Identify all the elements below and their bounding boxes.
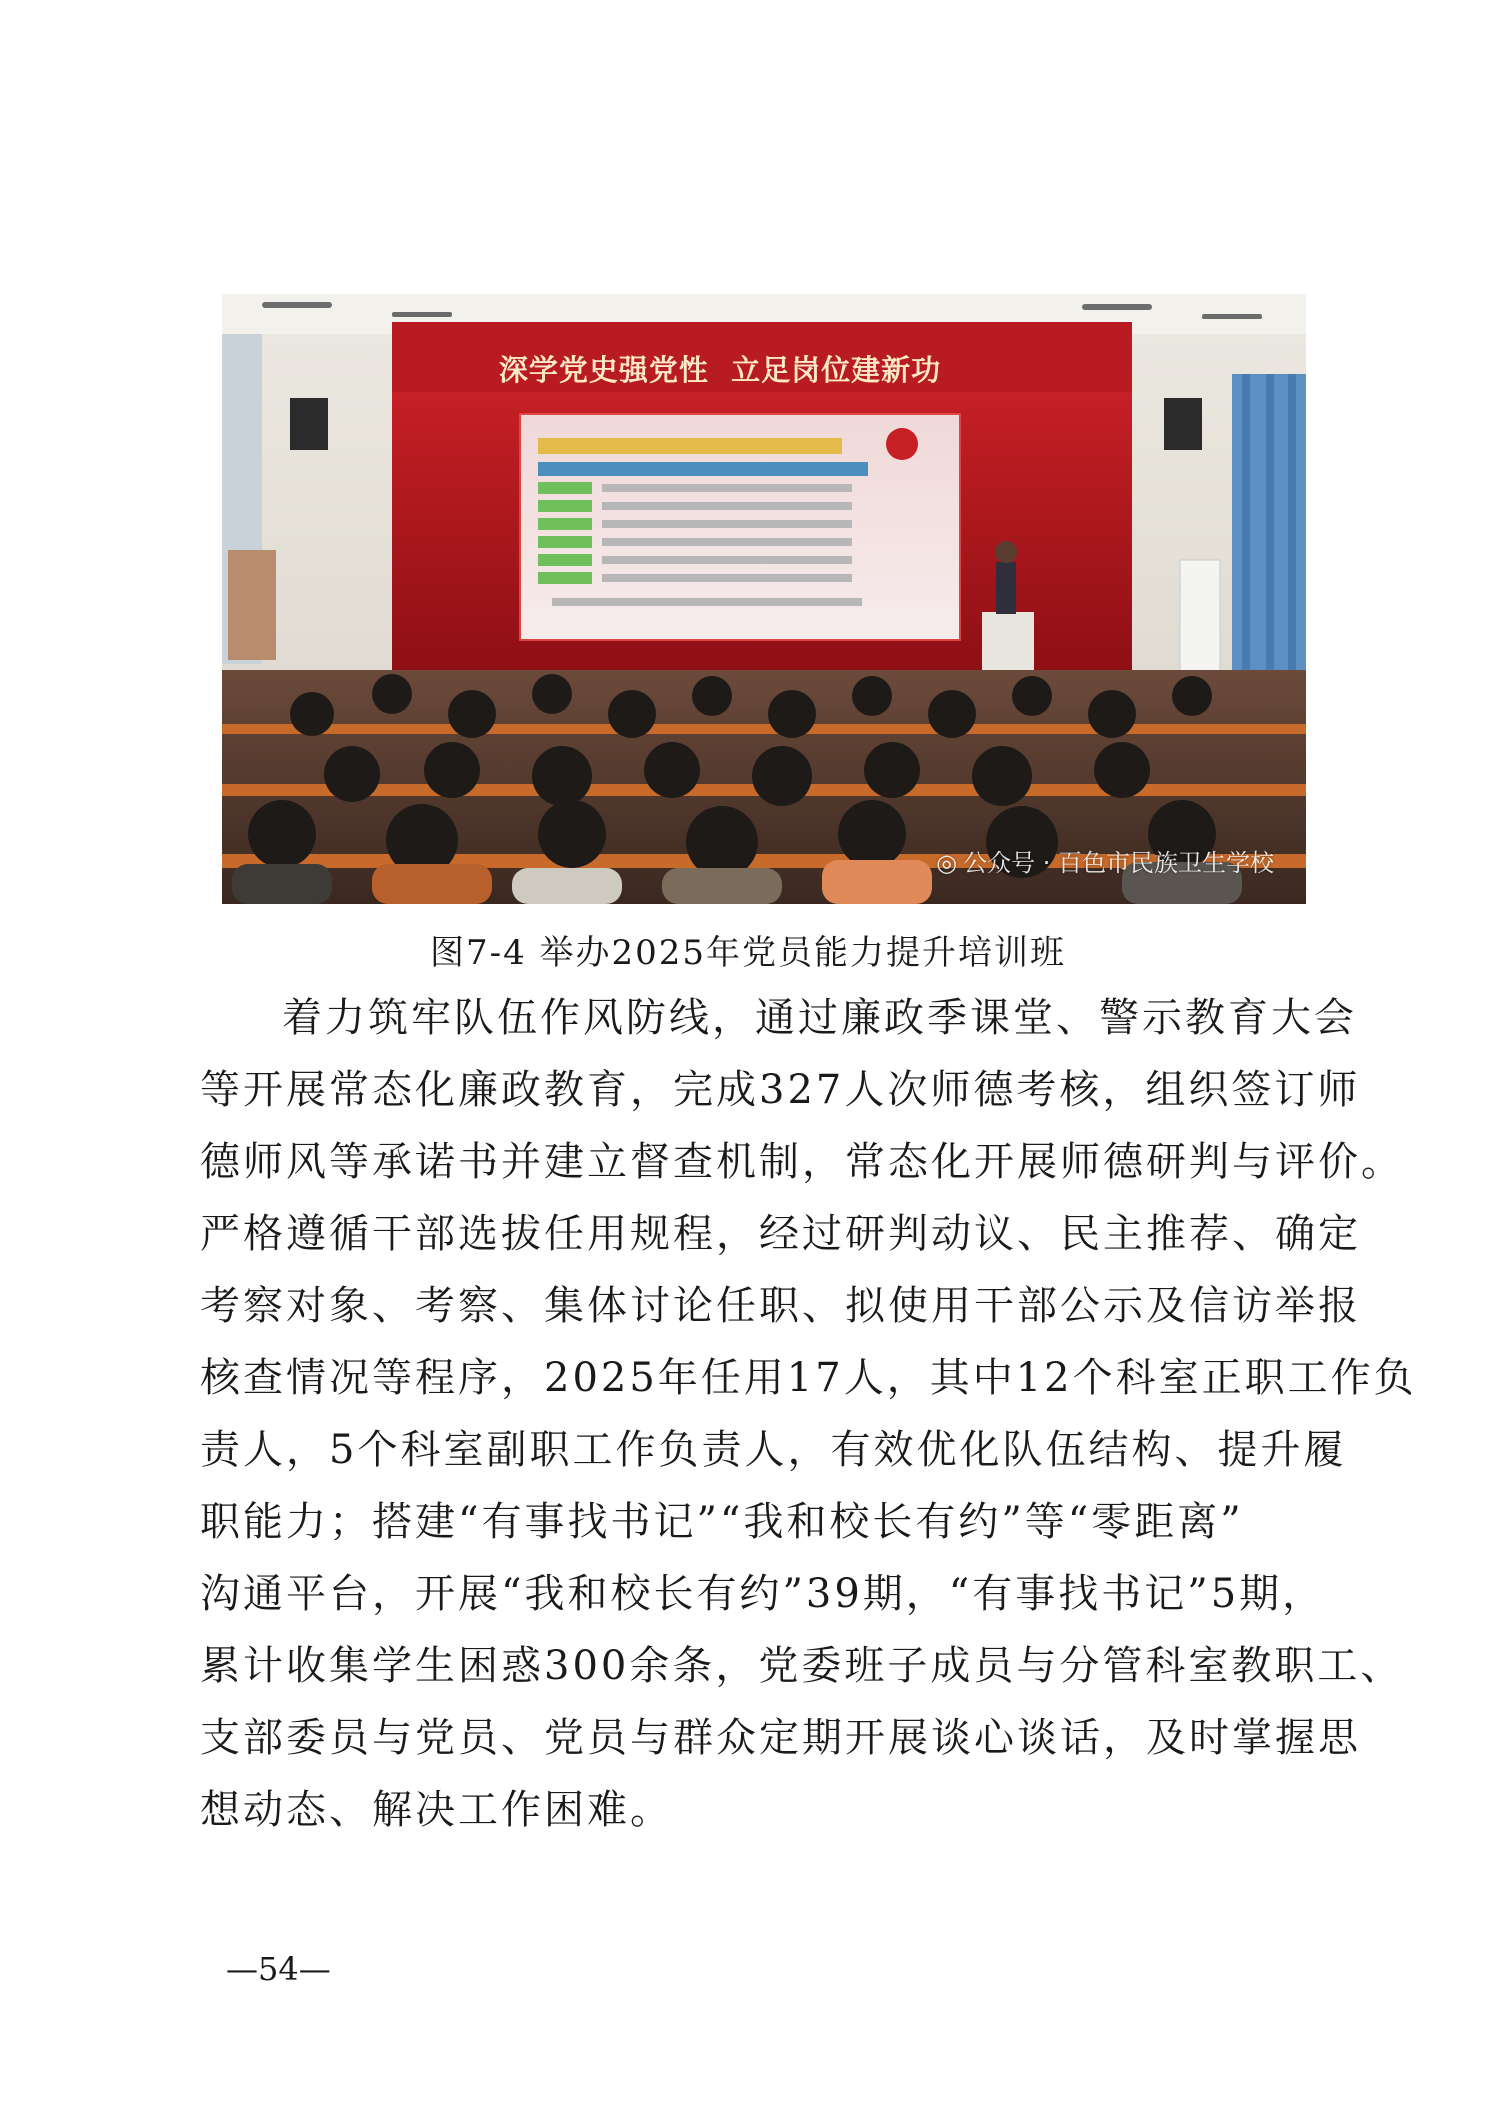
wechat-official-account-icon: ◎ xyxy=(936,849,958,877)
body-paragraph xyxy=(200,982,1417,1846)
figure-caption: 图7-4 举办2025年党员能力提升培训班 xyxy=(429,933,1067,973)
watermark-text: 公众号 · 百色市民族卫生学校 xyxy=(963,849,1274,877)
watermark xyxy=(936,843,1274,878)
paragraph-line: 职能力；搭建“有事找书记”“我和校长有约”等“零距离” xyxy=(200,1499,1244,1545)
page-number: —54— xyxy=(226,1950,331,1988)
paragraph-line: 支部委员与党员、党员与群众定期开展谈心谈话，及时掌握思 xyxy=(200,1715,1361,1761)
paragraph-line: 核查情况等程序，2025年任用17人，其中12个科室正职工作负 xyxy=(200,1355,1417,1401)
paragraph-line: 着力筑牢队伍作风防线，通过廉政季课堂、警示教育大会 xyxy=(282,995,1357,1041)
paragraph-line: 沟通平台，开展“我和校长有约”39期，“有事找书记”5期， xyxy=(200,1571,1326,1617)
paragraph-line: 严格遵循干部选拔任用规程，经过研判动议、民主推荐、确定 xyxy=(200,1211,1361,1257)
paragraph-line: 德师风等承诺书并建立督查机制，常态化开展师德研判与评价。 xyxy=(200,1139,1404,1185)
paragraph-line: 责人，5个科室副职工作负责人，有效优化队伍结构、提升履 xyxy=(200,1427,1347,1473)
paragraph-line: 考察对象、考察、集体讨论任职、拟使用干部公示及信访举报 xyxy=(200,1283,1361,1329)
banner-slogan: 深学党史强党性 立足岗位建新功 xyxy=(498,353,942,387)
paragraph-line: 想动态、解决工作困难。 xyxy=(200,1787,673,1833)
paragraph-line: 累计收集学生困惑300余条，党委班子成员与分管科室教职工、 xyxy=(200,1643,1404,1689)
paragraph-line: 等开展常态化廉政教育，完成327人次师德考核，组织签订师 xyxy=(200,1067,1361,1113)
training-class-photo xyxy=(222,294,1306,904)
